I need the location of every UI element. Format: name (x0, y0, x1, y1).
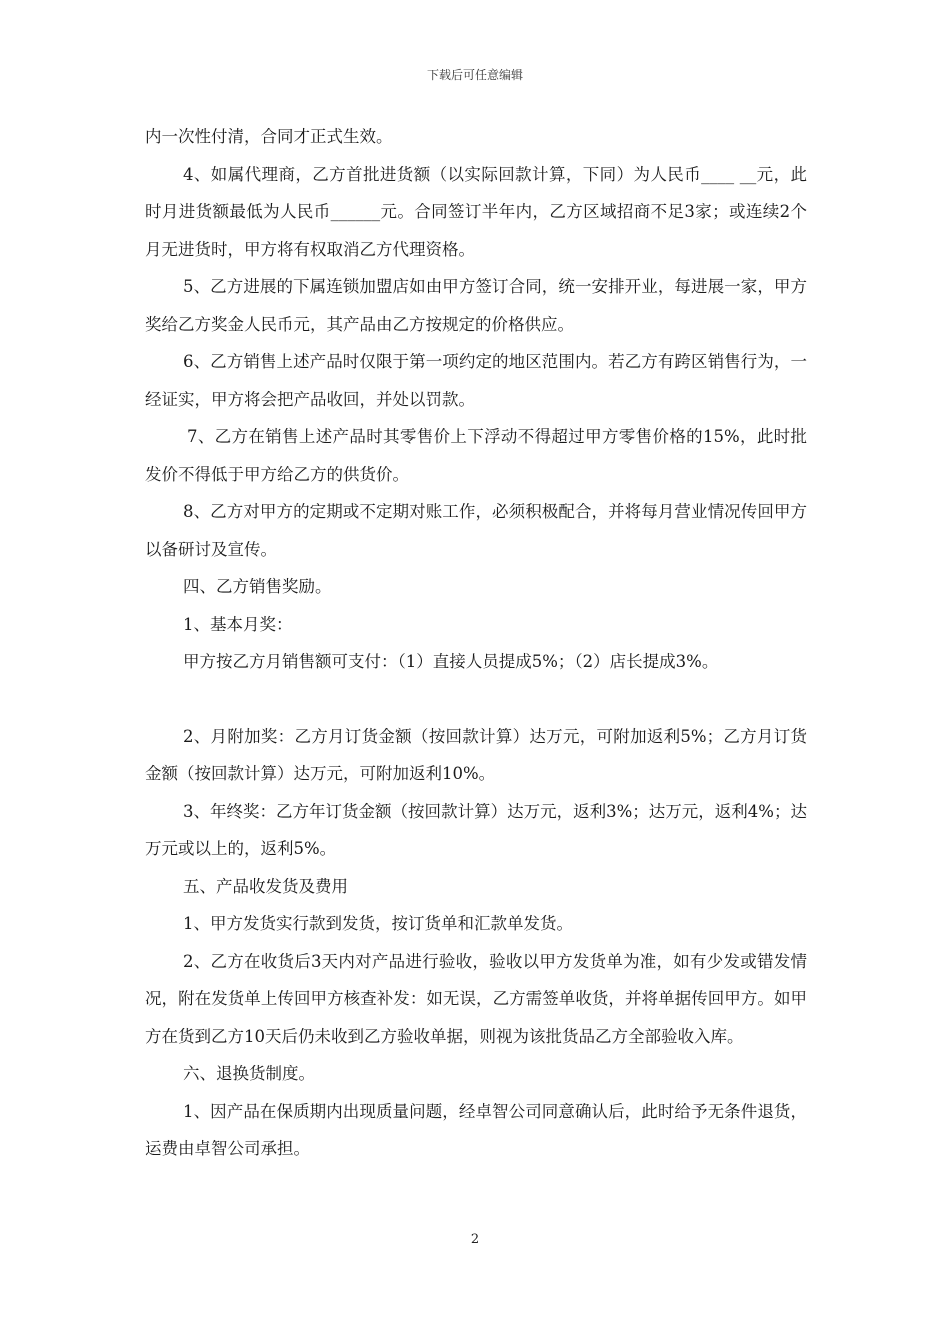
section-heading: 四、乙方销售奖励。 (183, 577, 332, 596)
paragraph: 2、月附加奖：乙方月订货金额（按回款计算）达万元，可附加返利5%；乙方月订货金额（按回款计算）达万元，可附加返利10%。 (145, 726, 807, 783)
section-heading: 六、退换货制度。 (183, 1064, 315, 1083)
paragraph: 1、甲方发货实行款到发货，按订货单和汇款单发货。 (183, 914, 573, 933)
paragraph: 内一次性付清，合同才正式生效。 (145, 127, 393, 146)
paragraph: 8、乙方对甲方的定期或不定期对账工作，必须积极配合，并将每月营业情况传回甲方以备研讨及宣传。 (145, 502, 807, 559)
paragraph: 7、乙方在销售上述产品时其零售价上下浮动不得超过甲方零售价格的15%，此时批发价不得低于甲方给乙方的供货价。 (145, 427, 807, 484)
paragraph: 5、乙方进展的下属连锁加盟店如由甲方签订合同，统一安排开业，每进展一家，甲方奖给乙方奖金人民币元，其产品由乙方按规定的价格供应。 (145, 277, 807, 334)
paragraph: 4、如属代理商，乙方首批进货额（以实际回款计算，下同）为人民币____ __元，此时月进货额最低为人民币______元。合同签订半年内，乙方区域招商不足3家；或连续2个月无进货时，甲方将有权取消乙方代理资格。 (145, 164, 807, 259)
paragraph: 3、年终奖：乙方年订货金额（按回款计算）达万元，返利3%；达万元，返利4%；达万元或以上的，返利5%。 (145, 801, 807, 858)
section-heading: 五、产品收发货及费用 (183, 876, 348, 896)
blank-line (145, 681, 807, 718)
document-body (145, 118, 807, 1168)
paragraph: 2、乙方在收货后3天内对产品进行验收，验收以甲方发货单为准，如有少发或错发情况，附在发货单上传回甲方核查补发：如无误，乙方需签单收货，并将单据传回甲方。如甲方在货到乙方10天后仍未收到乙方验收单据，则视为该批货品乙方全部验收入库。 (145, 951, 807, 1046)
page-header: 下载后可任意编辑 (426, 68, 523, 82)
paragraph: 甲方按乙方月销售额可支付：（1）直接人员提成5%；（2）店长提成3%。 (183, 652, 719, 671)
paragraph: 1、因产品在保质期内出现质量问题，经卓智公司同意确认后，此时给予无条件退货，运费由卓智公司承担。 (145, 1101, 807, 1158)
subsection-heading: 1、基本月奖： (183, 614, 293, 634)
page-number: 2 (470, 1232, 480, 1247)
paragraph: 6、乙方销售上述产品时仅限于第一项约定的地区范围内。若乙方有跨区销售行为，一经证实，甲方将会把产品收回，并处以罚款。 (145, 352, 807, 409)
